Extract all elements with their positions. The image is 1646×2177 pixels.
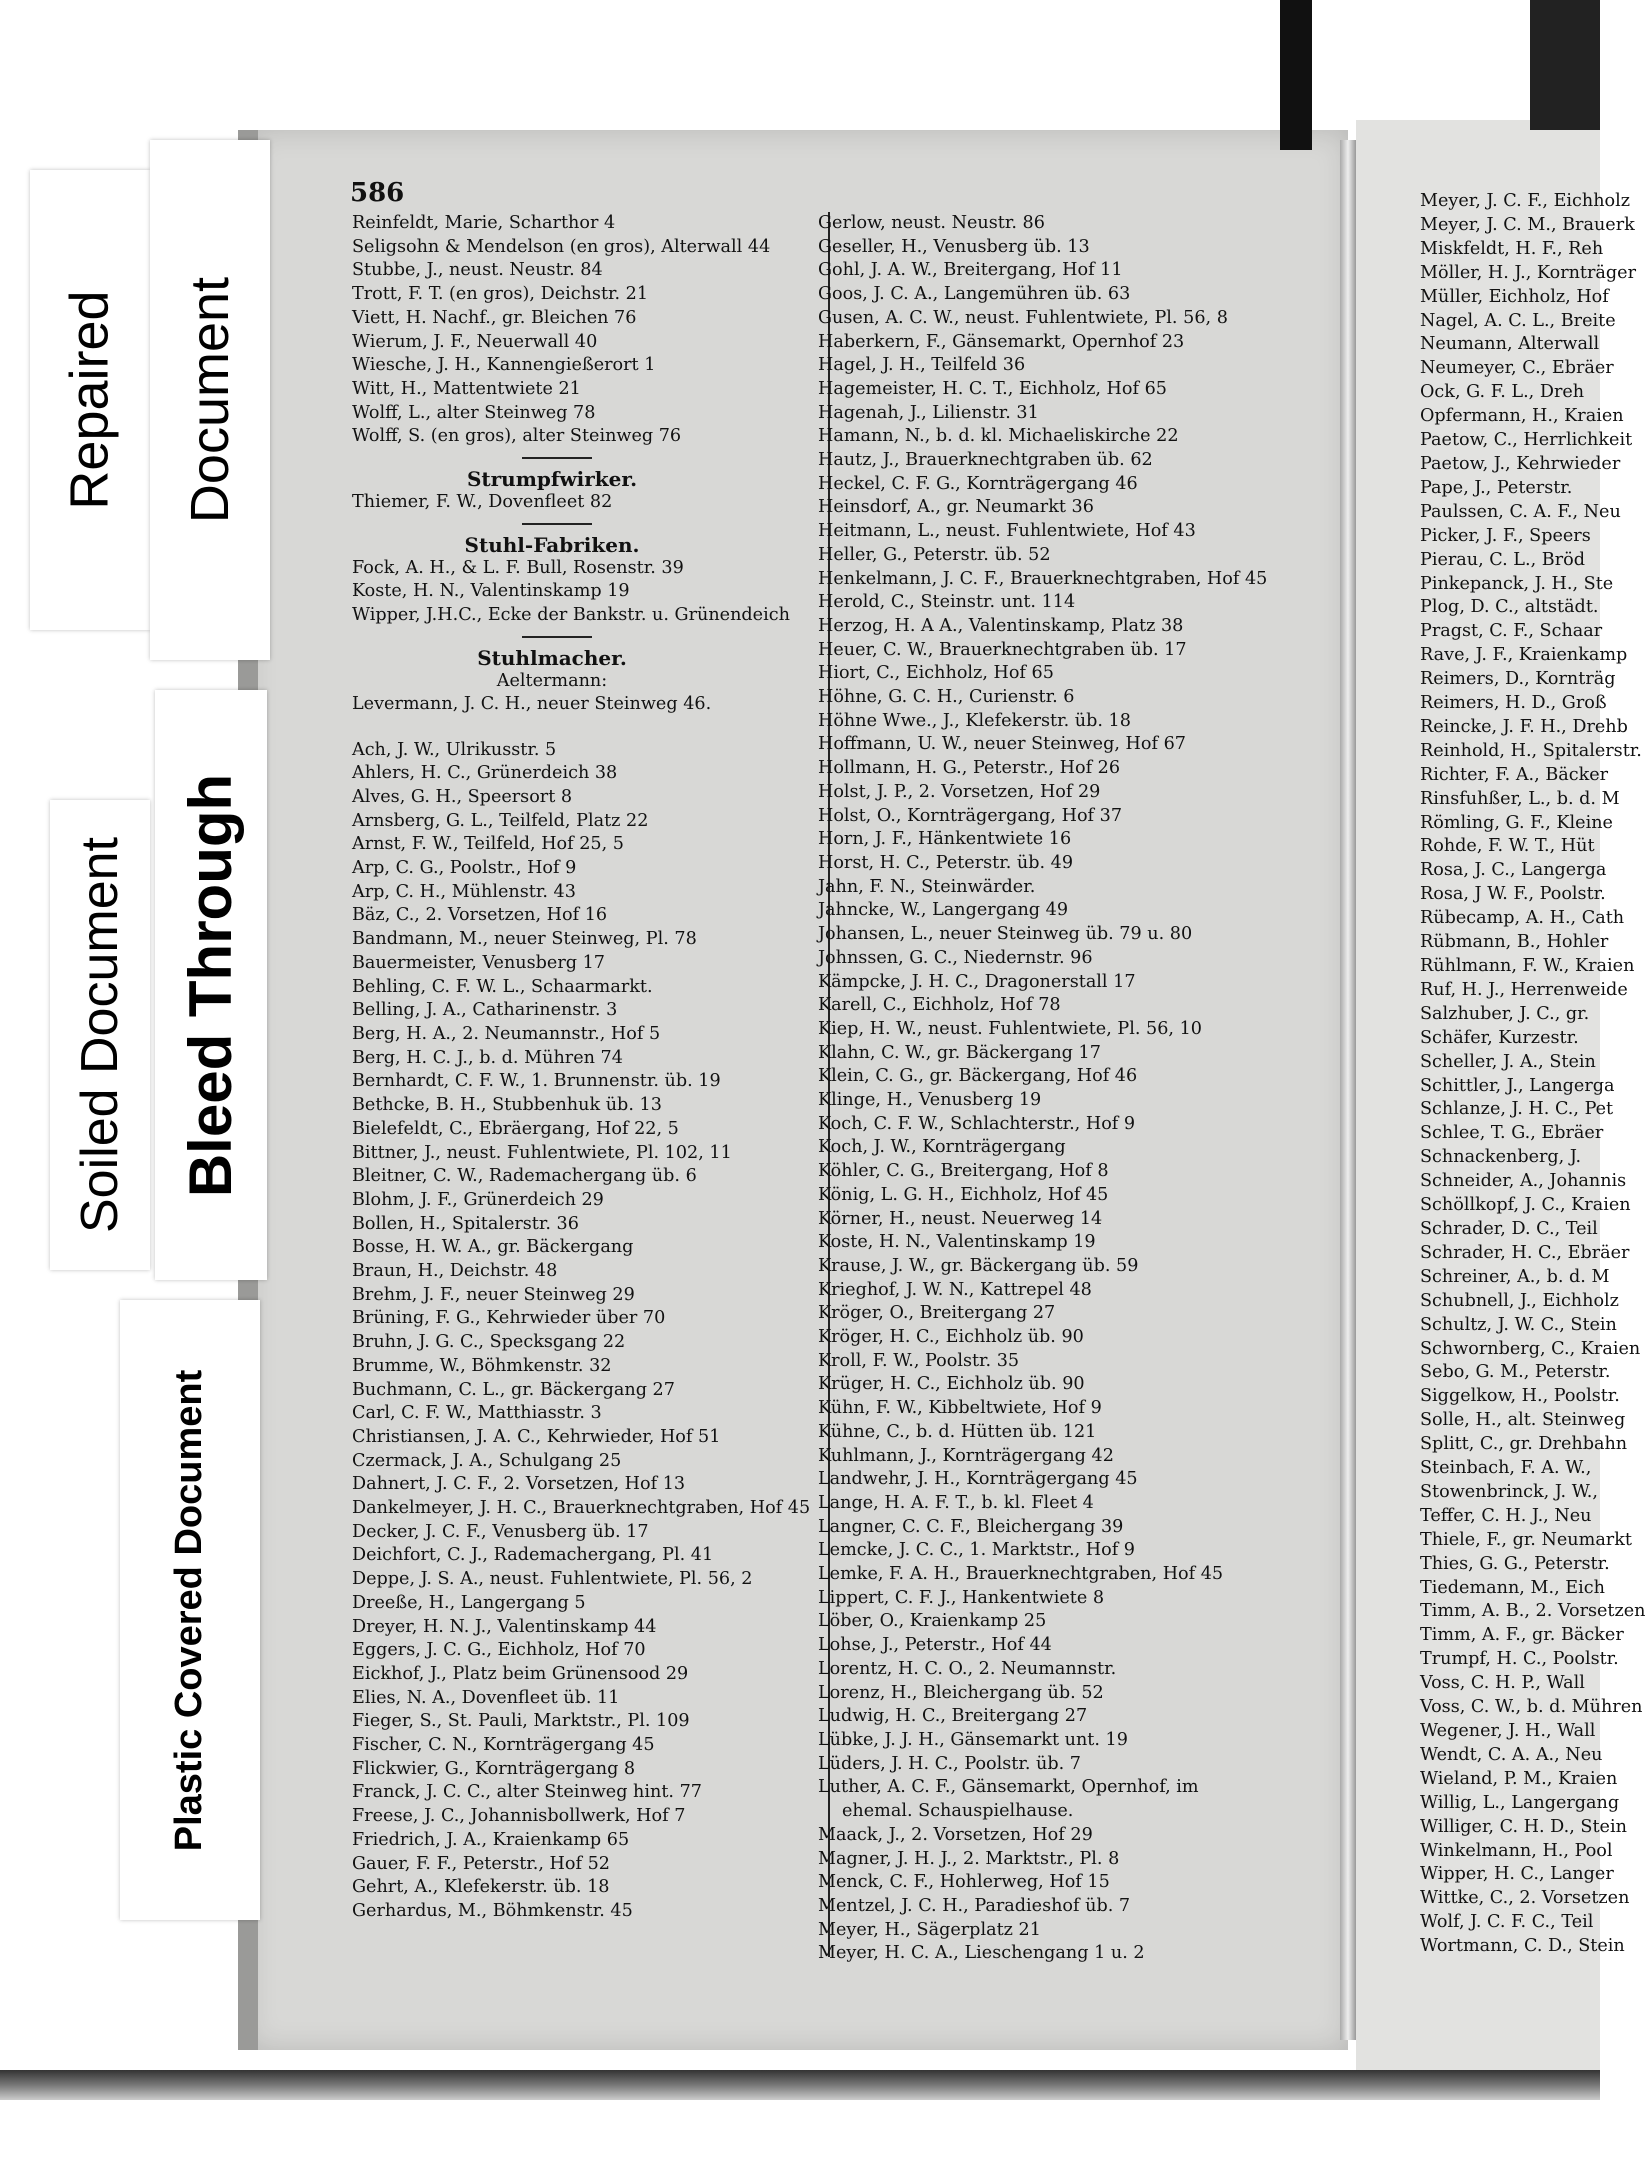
directory-entry: Steinbach, F. A. W., <box>1420 1458 1592 1479</box>
directory-entry: Höhne Wwe., J., Klefekerstr. üb. 18 <box>818 710 1131 731</box>
directory-entry: Reimers, D., Kornträg <box>1420 669 1616 690</box>
directory-entry: Hagemeister, H. C. T., Eichholz, Hof 65 <box>818 378 1167 399</box>
directory-entry: Alves, G. H., Speersort 8 <box>352 786 573 807</box>
directory-entry: Gusen, A. C. W., neust. Fuhlentwiete, Pl. 56, 8 <box>818 307 1228 328</box>
directory-entry: Bandmann, M., neuer Steinweg, Pl. 78 <box>352 929 697 950</box>
directory-entry: Meyer, J. C. F., Eichholz <box>1420 191 1631 211</box>
directory-entry: Möller, H. J., Kornträger <box>1420 262 1636 283</box>
directory-entry: Wolff, L., alter Steinweg 78 <box>352 402 596 423</box>
directory-entry: Ock, G. F. L., Dreh <box>1420 382 1585 403</box>
directory-entry: Meyer, H., Sägerplatz 21 <box>818 1919 1041 1940</box>
directory-entry: Solle, H., alt. Steinweg <box>1420 1410 1626 1431</box>
directory-entry: Williger, C. H. D., Stein <box>1420 1816 1627 1837</box>
directory-entry: Nagel, A. C. L., Breite <box>1420 310 1616 331</box>
directory-entry: Bäz, C., 2. Vorsetzen, Hof 16 <box>352 905 608 926</box>
directory-entry: Hiort, C., Eichholz, Hof 65 <box>818 663 1054 684</box>
directory-entry: Siggelkow, H., Poolstr. <box>1420 1386 1620 1407</box>
directory-entry: Lohse, J., Peterstr., Hof 44 <box>818 1635 1052 1656</box>
directory-entry: Maack, J., 2. Vorsetzen, Hof 29 <box>818 1824 1093 1845</box>
directory-entry: Lemke, F. A. H., Brauerknechtgraben, Hof 45 <box>818 1564 1224 1585</box>
directory-entry: Schneider, A., Johannis <box>1420 1171 1627 1192</box>
page-number: 586 <box>350 178 405 208</box>
directory-entry: Schrader, D. C., Teil <box>1420 1218 1598 1239</box>
directory-entry: Rühlmann, F. W., Kraien <box>1420 956 1635 976</box>
directory-entry: Müller, Eichholz, Hof <box>1420 286 1609 307</box>
directory-entry: Belling, J. A., Catharinenstr. 3 <box>352 1000 618 1021</box>
directory-entry: Kämpcke, J. H. C., Dragonerstall 17 <box>818 971 1136 992</box>
directory-entry: Gohl, J. A. W., Breitergang, Hof 11 <box>818 260 1123 281</box>
directory-entry: Teffer, C. H. J., Neu <box>1420 1505 1592 1526</box>
directory-entry: Heitmann, L., neust. Fuhlentwiete, Hof 43 <box>818 521 1196 542</box>
directory-entry: Richter, F. A., Bäcker <box>1420 764 1609 785</box>
directory-entry: Christiansen, J. A. C., Kehrwieder, Hof 51 <box>352 1426 721 1447</box>
section-rule <box>522 523 592 525</box>
directory-entry: Witt, H., Mattentwiete 21 <box>352 378 581 399</box>
heading-stuhl-fabriken: Stuhl-Fabriken. <box>464 532 640 557</box>
directory-entry: Bollen, H., Spitalerstr. 36 <box>352 1213 579 1234</box>
directory-entry: Wittke, C., 2. Vorsetzen <box>1420 1888 1630 1909</box>
directory-entry: Holst, J. P., 2. Vorsetzen, Hof 29 <box>818 781 1101 802</box>
directory-entry: Geseller, H., Venusberg üb. 13 <box>818 236 1090 257</box>
directory-entry: Carl, C. F. W., Matthiasstr. 3 <box>352 1403 602 1424</box>
directory-entry: Kröger, H. C., Eichholz üb. 90 <box>818 1327 1084 1348</box>
directory-entry: Köhler, C. G., Breitergang, Hof 8 <box>818 1161 1109 1182</box>
middle-column <box>818 212 1328 1966</box>
directory-entry: Stowenbrinck, J. W., <box>1420 1481 1598 1502</box>
directory-entry: Wiesche, J. H., Kannengießerort 1 <box>352 355 656 376</box>
directory-entry: Ludwig, H. C., Breitergang 27 <box>818 1706 1088 1727</box>
directory-entry: Johnssen, G. C., Niedernstr. 96 <box>818 947 1093 968</box>
directory-entry: Timm, A. B., 2. Vorsetzen <box>1420 1601 1646 1622</box>
directory-entry: Behling, C. F. W. L., Schaarmarkt. <box>352 976 653 997</box>
directory-entry: Trumpf, H. C., Poolstr. <box>1420 1649 1619 1670</box>
directory-entry: Meyer, H. C. A., Lieschengang 1 u. 2 <box>818 1943 1145 1964</box>
directory-entry: Schlee, T. G., Ebräer <box>1420 1123 1604 1144</box>
directory-entry: Plog, D. C., altstädt. <box>1420 597 1599 618</box>
directory-entry: Krieghof, J. W. N., Kattrepel 48 <box>818 1279 1092 1300</box>
directory-entry: Kühne, C., b. d. Hütten üb. 121 <box>818 1421 1097 1442</box>
directory-entry: Decker, J. C. F., Venusberg üb. 17 <box>352 1521 649 1542</box>
directory-entry: Scheller, J. A., Stein <box>1420 1051 1596 1072</box>
stuhlmacher-list <box>352 739 822 1924</box>
directory-entry: Neumeyer, C., Ebräer <box>1420 358 1614 379</box>
directory-entry: Hollmann, H. G., Peterstr., Hof 26 <box>818 758 1121 779</box>
repaired-label <box>30 170 150 630</box>
directory-entry: Hagenah, J., Lilienstr. 31 <box>818 402 1039 423</box>
directory-entry: Dreyer, H. N. J., Valentinskamp 44 <box>352 1616 657 1637</box>
directory-entry: Reinfeldt, Marie, Scharthor 4 <box>352 213 616 233</box>
directory-entry: Eggers, J. C. G., Eichholz, Hof 70 <box>352 1640 646 1661</box>
directory-entry: Wortmann, C. D., Stein <box>1420 1936 1625 1957</box>
directory-entry: Reimers, H. D., Groß <box>1420 693 1607 714</box>
directory-entry: Heuer, C. W., Brauerknechtgraben üb. 17 <box>818 639 1187 660</box>
directory-entry: Ach, J. W., Ulrikusstr. 5 <box>352 739 557 760</box>
directory-entry: Lorentz, H. C. O., 2. Neumannstr. <box>818 1658 1117 1679</box>
directory-entry: Wendt, C. A. A., Neu <box>1420 1744 1603 1765</box>
directory-entry: Brüning, F. G., Kehrwieder über 70 <box>352 1308 666 1329</box>
directory-entry: Schreiner, A., b. d. M <box>1420 1266 1610 1287</box>
directory-entry: Kühn, F. W., Kibbeltwiete, Hof 9 <box>818 1398 1102 1419</box>
directory-entry: Picker, J. F., Speers <box>1420 525 1591 546</box>
bleed-through-label <box>155 690 267 1280</box>
directory-entry: Hagel, J. H., Teilfeld 36 <box>818 355 1026 376</box>
directory-entry: Wipper, H. C., Langer <box>1420 1864 1614 1885</box>
directory-entry: Bielefeldt, C., Ebräergang, Hof 22, 5 <box>352 1118 679 1139</box>
section-rule <box>522 636 592 638</box>
directory-entry: Koch, C. F. W., Schlachterstr., Hof 9 <box>818 1113 1136 1134</box>
directory-entry: Haberkern, F., Gänsemarkt, Opernhof 23 <box>818 331 1185 352</box>
directory-entry: Rübmann, B., Hohler <box>1420 932 1609 953</box>
page-gutter <box>1340 140 1356 2040</box>
soiled-document-label <box>50 800 150 1270</box>
directory-entry: Meyer, J. C. M., Brauerk <box>1420 214 1635 235</box>
directory-entry: Wierum, J. F., Neuerwall 40 <box>352 331 598 352</box>
directory-entry: Lippert, C. F. J., Hankentwiete 8 <box>818 1587 1105 1608</box>
directory-entry: Braun, H., Deichstr. 48 <box>352 1261 558 1282</box>
directory-entry: Elies, N. A., Dovenfleet üb. 11 <box>352 1687 620 1708</box>
directory-entry: Flickwier, G., Kornträgergang 8 <box>352 1758 636 1779</box>
directory-entry: Salzhuber, J. C., gr. <box>1420 1003 1590 1024</box>
directory-entry: Hamann, N., b. d. kl. Michaeliskirche 22 <box>818 426 1179 447</box>
directory-entry: Goos, J. C. A., Langemühren üb. 63 <box>818 284 1131 305</box>
left-top-list <box>352 212 822 449</box>
directory-entry: Schäfer, Kurzestr. <box>1420 1027 1579 1048</box>
top-right-shadow <box>1530 0 1600 130</box>
directory-entry: Schöllkopf, J. C., Kraien <box>1420 1195 1631 1216</box>
directory-entry: Lemcke, J. C. C., 1. Marktstr., Hof 9 <box>818 1540 1136 1561</box>
directory-entry: Karell, C., Eichholz, Hof 78 <box>818 995 1061 1016</box>
document-label <box>150 140 270 660</box>
directory-entry: Reinhold, H., Spitalerstr. <box>1420 740 1642 761</box>
directory-entry: Lübke, J. J. H., Gänsemarkt unt. 19 <box>818 1730 1128 1750</box>
directory-entry: Wegener, J. H., Wall <box>1420 1721 1596 1741</box>
directory-entry: Sebo, G. M., Peterstr. <box>1420 1362 1611 1383</box>
directory-entry: König, L. G. H., Eichholz, Hof 45 <box>818 1184 1109 1205</box>
directory-entry: Pape, J., Peterstr. <box>1420 477 1573 498</box>
document-label-text: Document <box>180 276 240 524</box>
directory-entry: Kuhlmann, J., Kornträgergang 42 <box>818 1445 1114 1466</box>
heading-strumpfwirker: Strumpfwirker. <box>466 467 638 492</box>
directory-entry: Pinkepanck, J. H., Ste <box>1420 573 1614 594</box>
directory-entry: Arnst, F. W., Teilfeld, Hof 25, 5 <box>352 834 625 855</box>
directory-entry: Franck, J. C. C., alter Steinweg hint. 77 <box>352 1782 702 1803</box>
directory-entry: Herzog, H. A A., Valentinskamp, Platz 38 <box>818 615 1184 636</box>
left-column <box>352 212 822 1924</box>
directory-entry: Rohde, F. W. T., Hüt <box>1420 836 1595 857</box>
aeltermann-list <box>352 693 822 717</box>
directory-entry: Heinsdorf, A., gr. Neumarkt 36 <box>818 497 1094 518</box>
directory-entry: Gerhardus, M., Böhmkenstr. 45 <box>352 1901 633 1921</box>
directory-entry: Pierau, C. L., Bröd <box>1420 549 1585 570</box>
section-rule <box>522 457 592 459</box>
directory-entry: Herold, C., Steinstr. unt. 114 <box>818 592 1076 613</box>
directory-entry: Opfermann, H., Kraien <box>1420 406 1624 427</box>
directory-entry: Berg, H. C. J., b. d. Mühren 74 <box>352 1047 623 1068</box>
directory-entry: Heckel, C. F. G., Kornträgergang 46 <box>818 473 1138 494</box>
directory-entry: Arp, C. H., Mühlenstr. 43 <box>352 881 576 902</box>
directory-entry: Levermann, J. C. H., neuer Steinweg 46. <box>352 693 712 714</box>
directory-entry: Kröger, O., Breitergang 27 <box>818 1303 1056 1324</box>
directory-entry: Luther, A. C. F., Gänsemarkt, Opernhof, im <box>818 1777 1199 1798</box>
directory-entry: Horn, J. F., Hänkentwiete 16 <box>818 829 1072 850</box>
directory-entry: Holst, O., Kornträgergang, Hof 37 <box>818 805 1123 826</box>
directory-entry: Rinsfuhßer, L., b. d. M <box>1420 788 1620 809</box>
directory-entry: Winkelmann, H., Pool <box>1420 1840 1613 1861</box>
directory-entry: Friedrich, J. A., Kraienkamp 65 <box>352 1829 630 1850</box>
directory-entry: Rosa, J W. F., Poolstr. <box>1420 884 1606 905</box>
directory-entry: Klinge, H., Venusberg 19 <box>818 1090 1042 1111</box>
directory-entry: Fieger, S., St. Pauli, Marktstr., Pl. 109 <box>352 1711 690 1732</box>
directory-entry: Koste, H. N., Valentinskamp 19 <box>818 1232 1096 1253</box>
soiled-document-text: Soiled Document <box>71 837 129 1233</box>
directory-entry: Krüger, H. C., Eichholz üb. 90 <box>818 1374 1085 1395</box>
directory-entry: Rave, J. F., Kraienkamp <box>1420 645 1628 666</box>
directory-entry: Thies, G. G., Peterstr. <box>1420 1553 1610 1574</box>
directory-entry: Eickhof, J., Platz beim Grünensood 29 <box>352 1663 689 1684</box>
directory-entry: Lüders, J. H. C., Poolstr. üb. 7 <box>818 1753 1081 1774</box>
directory-entry: Klahn, C. W., gr. Bäckergang 17 <box>818 1042 1101 1063</box>
directory-entry: Dahnert, J. C. F., 2. Vorsetzen, Hof 13 <box>352 1474 686 1495</box>
plastic-covered-text: Plastic Covered Document <box>168 1369 211 1851</box>
directory-entry: Seligsohn & Mendelson (en gros), Alterwall 44 <box>352 236 771 257</box>
directory-entry: Schubnell, J., Eichholz <box>1420 1290 1619 1311</box>
directory-entry: Buchmann, C. L., gr. Bäckergang 27 <box>352 1379 675 1400</box>
directory-entry: Körner, H., neust. Neuerweg 14 <box>818 1208 1103 1229</box>
directory-entry: Krause, J. W., gr. Bäckergang üb. 59 <box>818 1255 1139 1276</box>
directory-entry: Bernhardt, C. F. W., 1. Brunnenstr. üb. 19 <box>352 1071 721 1092</box>
directory-entry: Neumann, Alterwall <box>1420 334 1600 355</box>
directory-entry: Landwehr, J. H., Kornträgergang 45 <box>818 1469 1138 1490</box>
directory-entry: Wolf, J. C. F. C., Teil <box>1420 1912 1594 1933</box>
directory-entry: Henkelmann, J. C. F., Brauerknechtgraben, Hof 45 <box>818 568 1268 589</box>
directory-entry: Stubbe, J., neust. Neustr. 84 <box>352 260 603 281</box>
directory-entry: Wieland, P. M., Kraien <box>1420 1768 1618 1789</box>
directory-entry: Schittler, J., Langerga <box>1420 1075 1615 1096</box>
directory-entry: Höhne, G. C. H., Curienstr. 6 <box>818 687 1075 708</box>
directory-entry: Miskfeldt, H. F., Reh <box>1420 238 1604 259</box>
stuhlfab-list <box>352 557 822 628</box>
directory-entry: Lorenz, H., Bleichergang üb. 52 <box>818 1682 1104 1703</box>
subheading-aeltermann: Aeltermann: <box>496 670 608 691</box>
directory-entry: Römling, G. F., Kleine <box>1420 812 1613 833</box>
directory-entry: Schlanze, J. H. C., Pet <box>1420 1099 1614 1120</box>
directory-entry: Bauermeister, Venusberg 17 <box>352 952 605 973</box>
heading-stuhlmacher: Stuhlmacher. <box>477 645 627 670</box>
directory-entry: Bethcke, B. H., Stubbenhuk üb. 13 <box>352 1095 662 1116</box>
directory-entry: Splitt, C., gr. Drehbahn <box>1420 1434 1628 1455</box>
directory-entry: Koch, J. W., Kornträgergang <box>818 1137 1066 1158</box>
directory-entry: Viett, H. Nachf., gr. Bleichen 76 <box>352 307 637 328</box>
directory-entry: Jahncke, W., Langergang 49 <box>818 900 1069 921</box>
directory-entry: Freese, J. C., Johannisbollwerk, Hof 7 <box>352 1806 686 1827</box>
bottom-shadow <box>0 2070 1600 2100</box>
directory-entry: Arnsberg, G. L., Teilfeld, Platz 22 <box>352 810 649 831</box>
directory-entry: Timm, A. F., gr. Bäcker <box>1420 1625 1624 1646</box>
directory-entry: Ruf, H. J., Herrenweide <box>1420 979 1628 1000</box>
directory-entry: Kiep, H. W., neust. Fuhlentwiete, Pl. 56, 10 <box>818 1018 1202 1039</box>
directory-entry: Brehm, J. F., neuer Steinweg 29 <box>352 1284 635 1305</box>
directory-entry: Paetow, J., Kehrwieder <box>1420 453 1621 474</box>
directory-entry: Schultz, J. W. C., Stein <box>1420 1314 1617 1335</box>
directory-entry: Ahlers, H. C., Grünerdeich 38 <box>352 763 618 784</box>
directory-entry: Hoffmann, U. W., neuer Steinweg, Hof 67 <box>818 734 1186 755</box>
directory-entry: Brumme, W., Böhmkenstr. 32 <box>352 1355 612 1376</box>
top-shadow <box>1280 0 1312 150</box>
directory-entry: Thiemer, F. W., Dovenfleet 82 <box>352 492 613 513</box>
strumpf-list <box>352 491 822 515</box>
directory-entry: Fock, A. H., & L. F. Bull, Rosenstr. 39 <box>352 557 684 578</box>
directory-entry: Deichfort, C. J., Rademachergang, Pl. 41 <box>352 1545 714 1566</box>
directory-entry: Bosse, H. W. A., gr. Bäckergang <box>352 1237 634 1258</box>
directory-entry: Bittner, J., neust. Fuhlentwiete, Pl. 102, 11 <box>352 1142 732 1163</box>
directory-entry: Tiedemann, M., Eich <box>1420 1577 1605 1598</box>
directory-entry: Langner, C. C. F., Bleichergang 39 <box>818 1516 1124 1537</box>
right-list <box>1420 190 1646 1959</box>
directory-entry: Hautz, J., Brauerknechtgraben üb. 62 <box>818 450 1153 471</box>
directory-entry: Menck, C. F., Hohlerweg, Hof 15 <box>818 1872 1110 1893</box>
directory-entry: Magner, J. H. J., 2. Marktstr., Pl. 8 <box>818 1848 1120 1869</box>
directory-entry: Bruhn, J. G. C., Specksgang 22 <box>352 1332 626 1353</box>
directory-entry: Thiele, F., gr. Neumarkt <box>1420 1529 1632 1550</box>
directory-entry: Willig, L., Langergang <box>1420 1792 1620 1813</box>
directory-entry: Heller, G., Peterstr. üb. 52 <box>818 544 1051 565</box>
directory-entry: Jahn, F. N., Steinwärder. <box>818 876 1036 897</box>
directory-entry: Dankelmeyer, J. H. C., Brauerknechtgraben, Hof 45 <box>352 1498 811 1519</box>
directory-entry: Koste, H. N., Valentinskamp 19 <box>352 581 630 602</box>
repaired-label-text: Repaired <box>60 290 121 510</box>
directory-entry: Blohm, J. F., Grünerdeich 29 <box>352 1189 604 1210</box>
directory-entry: Reincke, J. F. H., Drehb <box>1420 716 1628 737</box>
directory-entry: Rübecamp, A. H., Cath <box>1420 908 1625 929</box>
directory-entry: Horst, H. C., Peterstr. üb. 49 <box>818 852 1074 873</box>
directory-entry: Schrader, H. C., Ebräer <box>1420 1242 1630 1263</box>
directory-entry: Pragst, C. F., Schaar <box>1420 621 1603 642</box>
directory-entry: Gerlow, neust. Neustr. 86 <box>818 213 1045 233</box>
directory-entry: Bleitner, C. W., Rademachergang üb. 6 <box>352 1166 697 1187</box>
directory-entry: Kroll, F. W., Poolstr. 35 <box>818 1350 1020 1371</box>
directory-entry: Deppe, J. S. A., neust. Fuhlentwiete, Pl. 56, 2 <box>352 1569 753 1590</box>
directory-entry: Schwornberg, C., Kraien <box>1420 1338 1641 1359</box>
directory-entry: Wolff, S. (en gros), alter Steinweg 76 <box>352 426 682 447</box>
directory-entry: Paetow, C., Herrlichkeit <box>1420 430 1633 451</box>
middle-list <box>818 212 1328 1966</box>
directory-entry: Löber, O., Kraienkamp 25 <box>818 1611 1047 1632</box>
directory-entry: Voss, C. W., b. d. Mühren <box>1420 1697 1643 1718</box>
directory-entry: Paulssen, C. A. F., Neu <box>1420 501 1621 522</box>
directory-entry: Schnackenberg, J. <box>1420 1147 1582 1168</box>
directory-entry: Rosa, J. C., Langerga <box>1420 860 1607 881</box>
directory-entry: Berg, H. A., 2. Neumannstr., Hof 5 <box>352 1023 661 1044</box>
directory-entry: Wipper, J.H.C., Ecke der Bankstr. u. Grünendeich <box>352 605 790 626</box>
right-page-column <box>1420 190 1646 1959</box>
directory-entry: Fischer, C. N., Kornträgergang 45 <box>352 1735 655 1756</box>
directory-entry: Klein, C. G., gr. Bäckergang, Hof 46 <box>818 1066 1138 1087</box>
bleed-through-text: Bleed Through <box>177 773 245 1197</box>
directory-entry: Lange, H. A. F. T., b. kl. Fleet 4 <box>818 1492 1094 1513</box>
directory-entry: Arp, C. G., Poolstr., Hof 9 <box>352 858 577 879</box>
directory-entry: ehemal. Schauspielhause. <box>842 1801 1074 1822</box>
directory-entry: Trott, F. T. (en gros), Deichstr. 21 <box>352 284 649 305</box>
directory-entry: Johansen, L., neuer Steinweg üb. 79 u. 80 <box>818 924 1193 945</box>
directory-entry: Dreeße, H., Langergang 5 <box>352 1592 586 1613</box>
directory-entry: Mentzel, J. C. H., Paradieshof üb. 7 <box>818 1895 1131 1916</box>
directory-entry: Gehrt, A., Klefekerstr. üb. 18 <box>352 1877 610 1898</box>
directory-entry: Czermack, J. A., Schulgang 25 <box>352 1450 622 1471</box>
directory-entry: Voss, C. H. P., Wall <box>1420 1673 1585 1694</box>
plastic-covered-label <box>120 1300 260 1920</box>
directory-entry: Gauer, F. F., Peterstr., Hof 52 <box>352 1853 610 1874</box>
